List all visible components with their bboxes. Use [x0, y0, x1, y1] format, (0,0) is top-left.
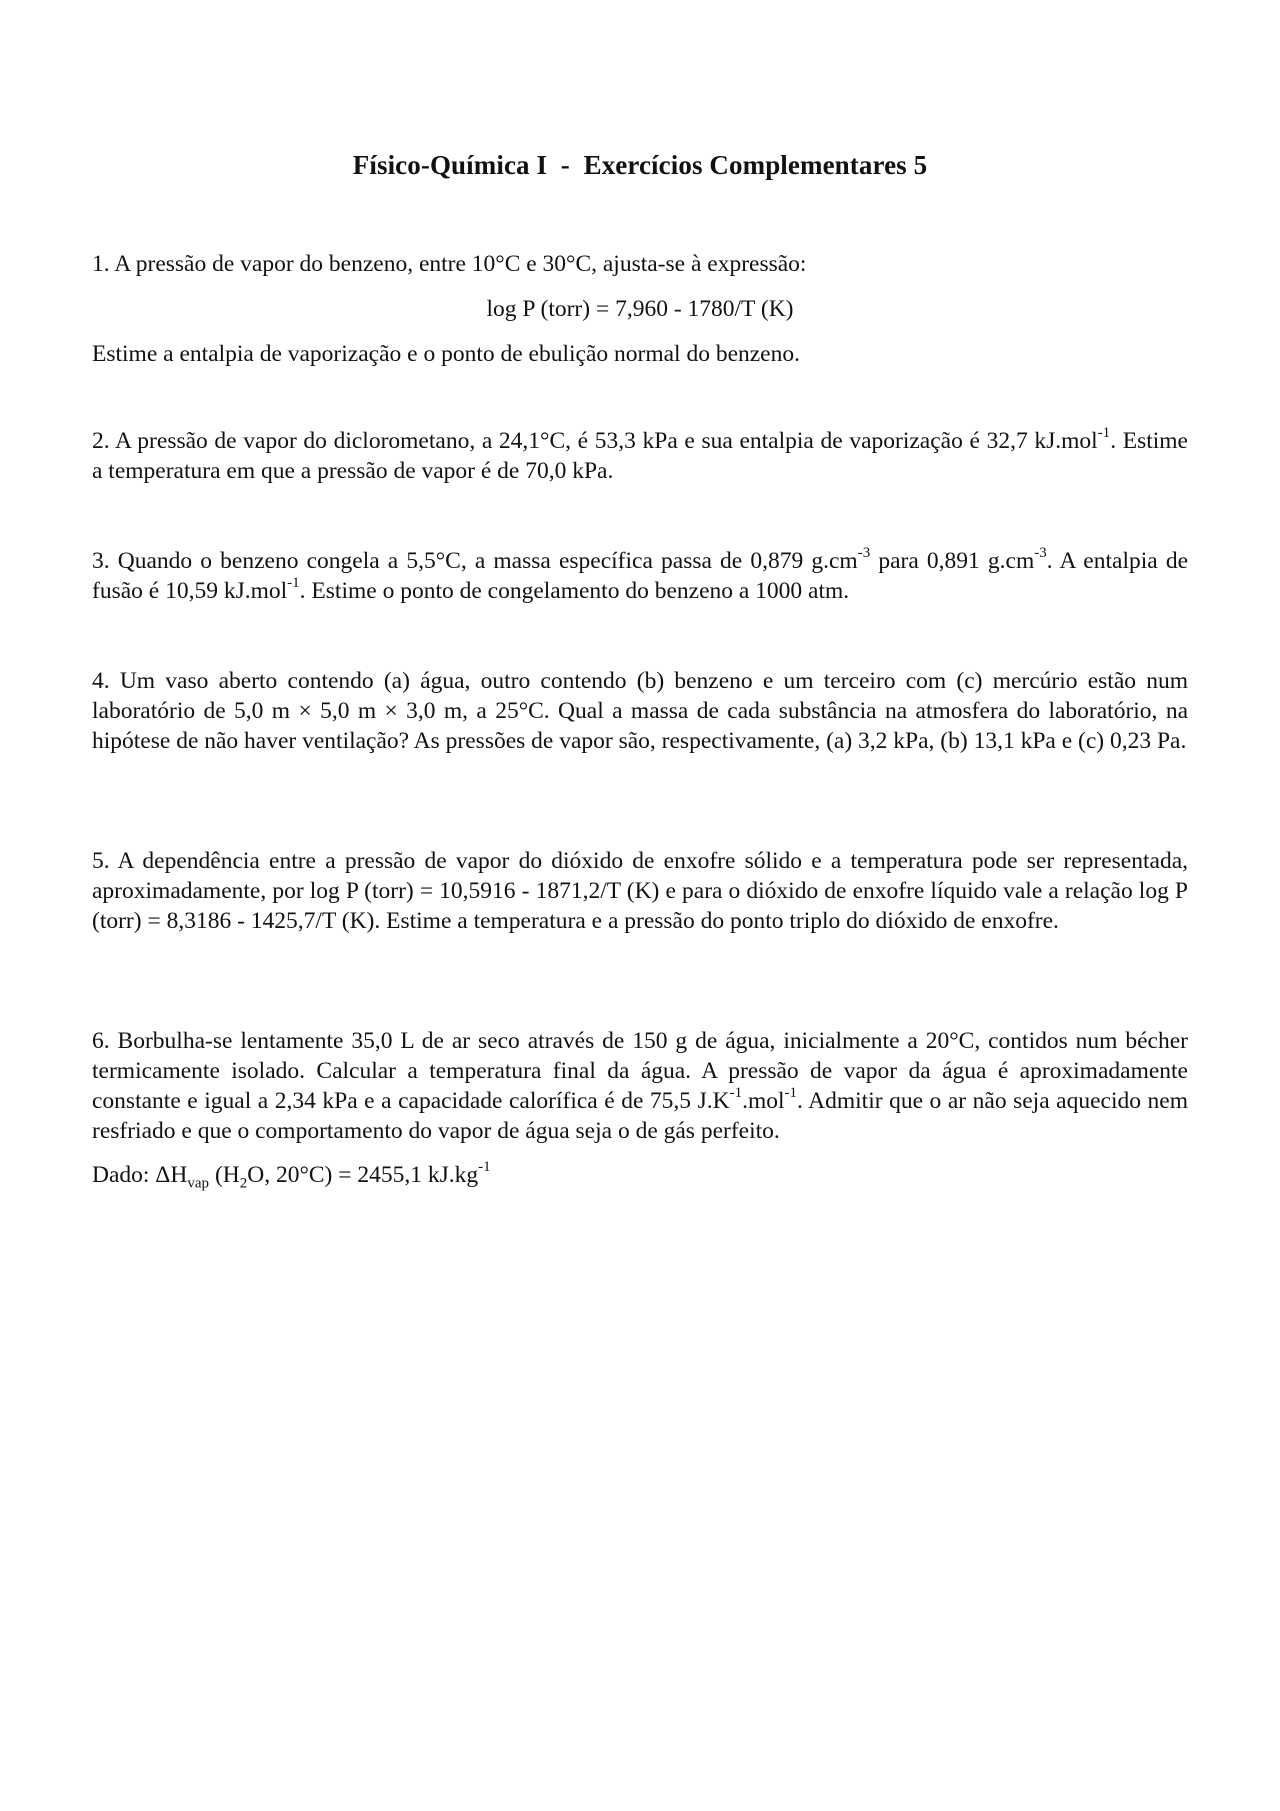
exercise-3-sup-b: -3	[1034, 545, 1047, 562]
exercise-6-text-b: .mol	[742, 1088, 785, 1114]
page-title: Físico-Química I - Exercícios Complementares 5	[352, 150, 928, 180]
exercise-1-intro: 1. A pressão de vapor do benzeno, entre 10°C e 30°C, ajusta-se à expressão:	[92, 251, 807, 277]
exercise-3-sup-c: -1	[287, 575, 300, 592]
exercise-6	[92, 1026, 1188, 1146]
given-sup: -1	[478, 1159, 491, 1176]
exercise-4: 4. Um vaso aberto contendo (a) água, outro contendo (b) benzeno e um terceiro com (c) mercúrio estão num laboratório de 5,0 m × 5,0 m × 3,0 m, a 25°C. Qual a massa de cada substância na atmosfera do laboratório, na hipótese de não haver ventilação? As pressões de vapor são, respectivamente, (a) 3,2 kPa, (b) 13,1 kPa e (c) 0,23 Pa.	[92, 668, 1188, 754]
exercise-2-text-a: 2. A pressão de vapor do diclorometano, a 24,1°C, é 53,3 kPa e sua entalpia de vaporização é 32,7 kJ.mol	[92, 428, 1098, 454]
exercise-3-text-c: . A entalpia de fusão é 10,59 kJ.mol	[92, 548, 1188, 604]
given-mid-2: O, 20°C) = 2455,1 kJ.kg	[247, 1162, 479, 1188]
exercise-1-question: Estime a entalpia de vaporização e o ponto de ebulição normal do benzeno.	[92, 341, 800, 367]
given-sub-2: 2	[239, 1175, 248, 1192]
exercise-6-text-c: . Admitir que o ar não seja aquecido nem resfriado e que o comportamento do vapor de água seja o de gás perfeito.	[92, 1088, 1188, 1144]
given-prefix: Dado: ΔH	[92, 1162, 188, 1188]
exercise-6-given-data	[92, 1160, 1188, 1190]
given-mid-1: (H	[209, 1162, 240, 1188]
exercise-3	[92, 546, 1188, 606]
exercise-6-sup-b: -1	[784, 1085, 798, 1102]
exercise-3-text-a: 3. Quando o benzeno congela a 5,5°C, a massa específica passa de 0,879 g.cm	[92, 548, 858, 574]
exercise-6-text-a: 6. Borbulha-se lentamente 35,0 L de ar seco através de 150 g de água, inicialmente a 20°C, contidos num bécher termicamente isolado. Calcular a temperatura final da água. A pressão de vapor da água é aproximadamente constante e igual a 2,34 kPa e a capacidade calorífica é de 75,5 J.K	[92, 1028, 1188, 1114]
exercise-3-text-d: . Estime o ponto de congelamento do benzeno a 1000 atm.	[299, 578, 850, 604]
exercise-6-sup-a: -1	[729, 1085, 743, 1102]
exercise-1-equation: log P (torr) = 7,960 - 1780/T (K)	[486, 296, 794, 322]
exercise-5: 5. A dependência entre a pressão de vapor do dióxido de enxofre sólido e a temperatura pode ser representada, aproximadamente, por log P (torr) = 10,5916 - 1871,2/T (K) e para o dióxido de enxofre líquido vale a relação log P (torr) = 8,3186 - 1425,7/T (K). Estime a temperatura e a pressão do ponto triplo do dióxido de enxofre.	[92, 848, 1188, 934]
exercise-2-sup-a: -1	[1097, 425, 1111, 442]
exercise-3-sup-a: -3	[857, 545, 871, 562]
exercise-2	[92, 426, 1188, 486]
exercise-2-text-b: . Estime a temperatura em que a pressão de vapor é de 70,0 kPa.	[92, 428, 1188, 484]
exercise-3-text-b: para 0,891 g.cm	[870, 548, 1035, 574]
given-sub-vap: vap	[187, 1175, 210, 1192]
